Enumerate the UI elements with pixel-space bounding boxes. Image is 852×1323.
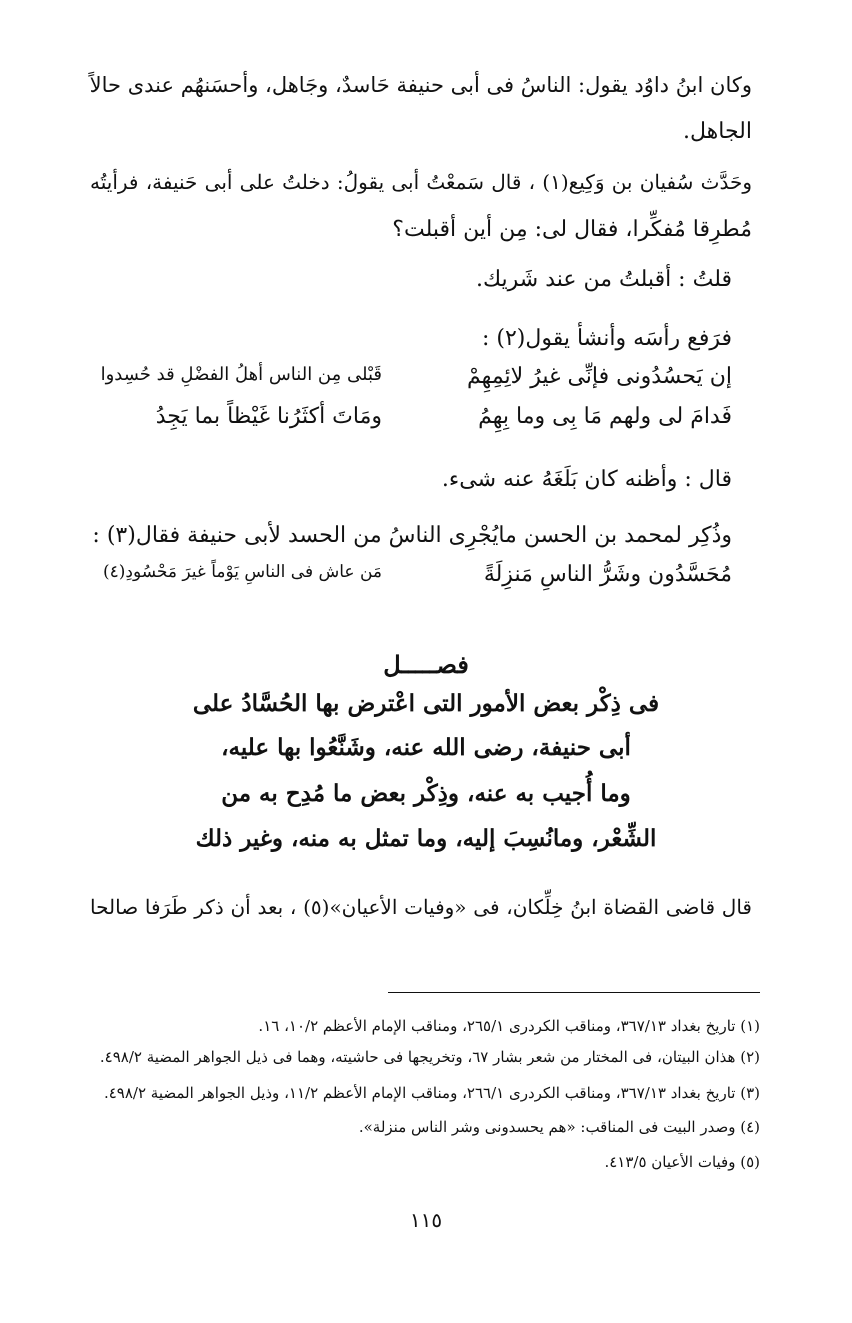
paragraph-7: قال قاضى القضاة ابنُ خِلِّكان، فى «وفيات الأعيان»(٥) ، بعد أن ذكر طَرَفا صالحا [90, 895, 752, 919]
footnote-5: (٥) وفيات الأعيان ٤١٣/٥. [604, 1153, 760, 1171]
footnote-separator [388, 992, 760, 993]
paragraph-3: قلتُ : أقبلتُ من عند شَريك. [475, 267, 732, 292]
verse-3-second-hemistich: مَن عاش فى الناسِ يَوْماً غيرَ مَحْسُودِ(٤) [102, 562, 382, 582]
verse-3-first-hemistich: مُحَسَّدُون وشَرُّ الناسِ مَنزِلَةً [483, 562, 732, 587]
paragraph-4: فرَفع رأسَه وأنشأ يقول(٢) : [481, 326, 732, 351]
paragraph-2-line-2: مُطرِقا مُفكِّرا، فقال لى: مِن أين أقبلت؟ [392, 217, 752, 242]
paragraph-5: قال : وأظنه كان بَلَغَهُ عنه شىء. [441, 467, 732, 492]
paragraph-2-line-1: وحَدَّث سُفيان بن وَكِيع(١) ، قال سَمعْتُ أبى يقولُ: دخلتُ على أبى حَنيفة، فرأيتُه [90, 170, 752, 194]
footnote-3: (٣) تاريخ بغداد ٣٦٧/١٣، ومناقب الكردرى ٢٦٦/١، ومناقب الإمام الأعظم ١١/٢، وذيل الجواهر المضية ٤٩٨/٢. [103, 1084, 760, 1102]
section-heading-line-3: وما أُجيب به عنه، وذِكْر بعض ما مُدِح به من [221, 780, 631, 807]
section-heading-line-1: فى ذِكْر بعض الأمور التى اعْترض بها الحُسَّادُ على [192, 690, 660, 717]
section-heading-line-4: الشِّعْر، ومانُسِبَ إليه، وما تمثل به منه، وغير ذلك [195, 825, 657, 852]
paragraph-1-line-2: الجاهل. [683, 119, 752, 144]
verse-1-first-hemistich: إن يَحسُدُونى فإنِّى غيرُ لائِمِهِمْ [467, 364, 732, 389]
paragraph-1-line-1: وكان ابنُ داوُد يقول: الناسُ فى أبى حنيفة حَاسدٌ، وجَاهل، وأحسَنهُم عندى حالاً [89, 73, 752, 97]
footnote-2: (٢) هذان البيتان، فى المختار من شعر بشار ٦٧، وتخريجها فى حاشيته، وهما فى ذيل الجواهر المضية ٤٩٨/٢. [99, 1048, 760, 1066]
section-title: فصـــــل [383, 650, 469, 679]
verse-1-second-hemistich: قَبْلى مِن الناس أهلُ الفضْلِ قد حُسِدوا [100, 364, 382, 385]
page-number: ١١٥ [409, 1208, 443, 1232]
verse-2-first-hemistich: فَدامَ لى ولهم مَا بِى وما بِهِمُ [478, 404, 732, 429]
verse-2-second-hemistich: ومَاتَ أكثَرُنا غَيْظاً بما يَجِدُ [155, 404, 382, 429]
paragraph-6: وذُكِر لمحمد بن الحسن مايُجْرِى الناسُ من الحسد لأبى حنيفة فقال(٣) : [92, 523, 732, 548]
section-heading-line-2: أبى حنيفة، رضى الله عنه، وشَنَّعُوا بها عليه، [221, 734, 631, 761]
footnote-1: (١) تاريخ بغداد ٣٦٧/١٣، ومناقب الكردرى ٢٦٥/١، ومناقب الإمام الأعظم ١٠/٢، ١٦. [258, 1017, 760, 1035]
footnote-4: (٤) وصدر البيت فى المناقب: «هم يحسدونى وشر الناس منزلة». [358, 1118, 760, 1136]
